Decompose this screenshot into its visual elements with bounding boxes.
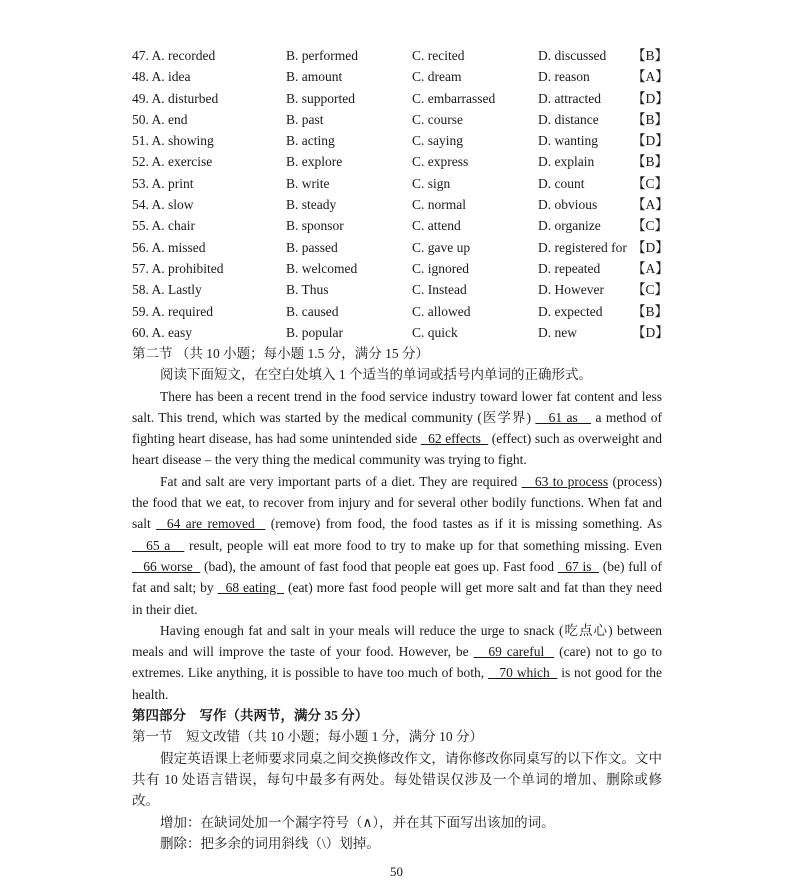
answer-options-table xyxy=(132,45,672,343)
passage-paragraph-2: Fat and salt are very important parts of a diet. They are required 63 to process (process) the food that we eat, to recover from injury and for several other bodily functions. When fat and salt 64 are removed (remove) from food, the food tastes as if it is missing something. As 65 a result, people will eat more food to try to make up for that something missing. Even 66 worse (bad), the amount of fast food that people eat goes up. Fast food 67 is (be) full of fat and salt; by 68 eating (eat) more fast food people will get more salt and fat than they need in their diet. xyxy=(132,473,663,617)
answer-key: 【D】 xyxy=(632,239,669,255)
option-row-47: 47. A. recorded B. performed C. recited D. discussed 【B】 xyxy=(132,45,672,66)
section2-heading: 第二节 （共 10 小题；每小题 1.5 分，满分 15 分） xyxy=(132,346,429,361)
option-row-55: 55. A. chair B. sponsor C. attend D. organize 【C】 xyxy=(132,215,672,236)
part4-heading: 第四部分 写作（共两节，满分 35 分） xyxy=(132,708,369,724)
answer-key: 【B】 xyxy=(632,154,669,170)
blank-answer-64: 64 are removed xyxy=(156,516,266,532)
option-row-57: 57. A. prohibited B. welcomed C. ignored D. repeated 【A】 xyxy=(132,258,672,279)
option-row-52: 52. A. exercise B. explore C. express D. explain 【B】 xyxy=(132,151,672,172)
answer-key: 【C】 xyxy=(632,218,669,234)
passage-paragraph-1: There has been a recent trend in the food service industry toward lower fat content and less salt. This trend, which was started by the medical community (医学界) 61 as a method of fighting heart disease, has had some unintended side 62 effects (effect) such as overweight and heart disease – the very thing the medical community was trying to fight. xyxy=(132,388,663,468)
blank-answer-61: 61 as xyxy=(535,409,592,425)
blank-answer-69: 69 careful xyxy=(473,644,555,660)
answer-key: 【A】 xyxy=(632,69,669,85)
part4-section1-heading: 第一节 短文改错（共 10 小题；每小题 1 分，满分 10 分） xyxy=(132,729,483,745)
answer-key: 【C】 xyxy=(632,175,669,191)
answer-key: 【D】 xyxy=(632,133,669,149)
answer-key: 【B】 xyxy=(632,303,669,319)
page-number: 50 xyxy=(390,864,403,879)
blank-answer-67: 67 is xyxy=(557,558,600,574)
blank-answer-68: 68 eating xyxy=(217,580,284,596)
option-row-56: 56. A. missed B. passed C. gave up D. registered for 【D】 xyxy=(132,237,672,258)
option-row-48: 48. A. idea B. amount C. dream D. reason 【A】 xyxy=(132,66,672,87)
part4-instruction: 假定英语课上老师要求同桌之间交换修改作文，请你修改你同桌写的以下作文。文中共有 10 处语言错误，每句中最多有两处。每处错误仅涉及一个单词的增加、删除或修改。 xyxy=(132,750,662,809)
answer-key: 【C】 xyxy=(632,282,669,298)
option-row-51: 51. A. showing B. acting C. saying D. wanting 【D】 xyxy=(132,130,672,151)
add-rule: 增加：在缺词处加一个漏字符号（∧），并在其下面写出该加的词。 xyxy=(160,814,555,830)
option-row-50: 50. A. end B. past C. course D. distance 【B】 xyxy=(132,109,672,130)
blank-answer-66: 66 worse xyxy=(132,558,201,574)
blank-answer-63: 63 to process xyxy=(521,473,609,489)
answer-key: 【D】 xyxy=(632,324,669,340)
answer-key: 【D】 xyxy=(632,90,669,106)
passage-paragraph-3: Having enough fat and salt in your meals will reduce the urge to snack (吃点心) between meals and will improve the taste of your food. However, be 69 careful (care) not to go to extremes. Like anything, it is possible to have too much of both, 70 which is not good for the health. xyxy=(132,622,663,702)
option-row-59: 59. A. required B. caused C. allowed D. expected 【B】 xyxy=(132,301,672,322)
option-row-54: 54. A. slow B. steady C. normal D. obvious 【A】 xyxy=(132,194,672,215)
option-row-49: 49. A. disturbed B. supported C. embarrassed D. attracted 【D】 xyxy=(132,88,672,109)
answer-key: 【B】 xyxy=(632,111,669,127)
option-row-53: 53. A. print B. write C. sign D. count 【C】 xyxy=(132,173,672,194)
answer-key: 【B】 xyxy=(632,48,669,63)
text-body xyxy=(132,343,662,854)
answer-key: 【A】 xyxy=(632,260,669,276)
option-row-60: 60. A. easy B. popular C. quick D. new 【D】 xyxy=(132,322,672,343)
section2-instruction: 阅读下面短文，在空白处填入 1 个适当的单词或括号内单词的正确形式。 xyxy=(160,367,592,383)
delete-rule: 删除：把多余的词用斜线（\）划掉。 xyxy=(160,835,380,851)
option-row-58: 58. A. Lastly B. Thus C. Instead D. However 【C】 xyxy=(132,279,672,300)
blank-answer-62: 62 effects xyxy=(420,431,489,447)
answer-key: 【A】 xyxy=(632,197,669,213)
blank-answer-65: 65 a xyxy=(132,537,185,553)
blank-answer-70: 70 which xyxy=(487,665,558,681)
